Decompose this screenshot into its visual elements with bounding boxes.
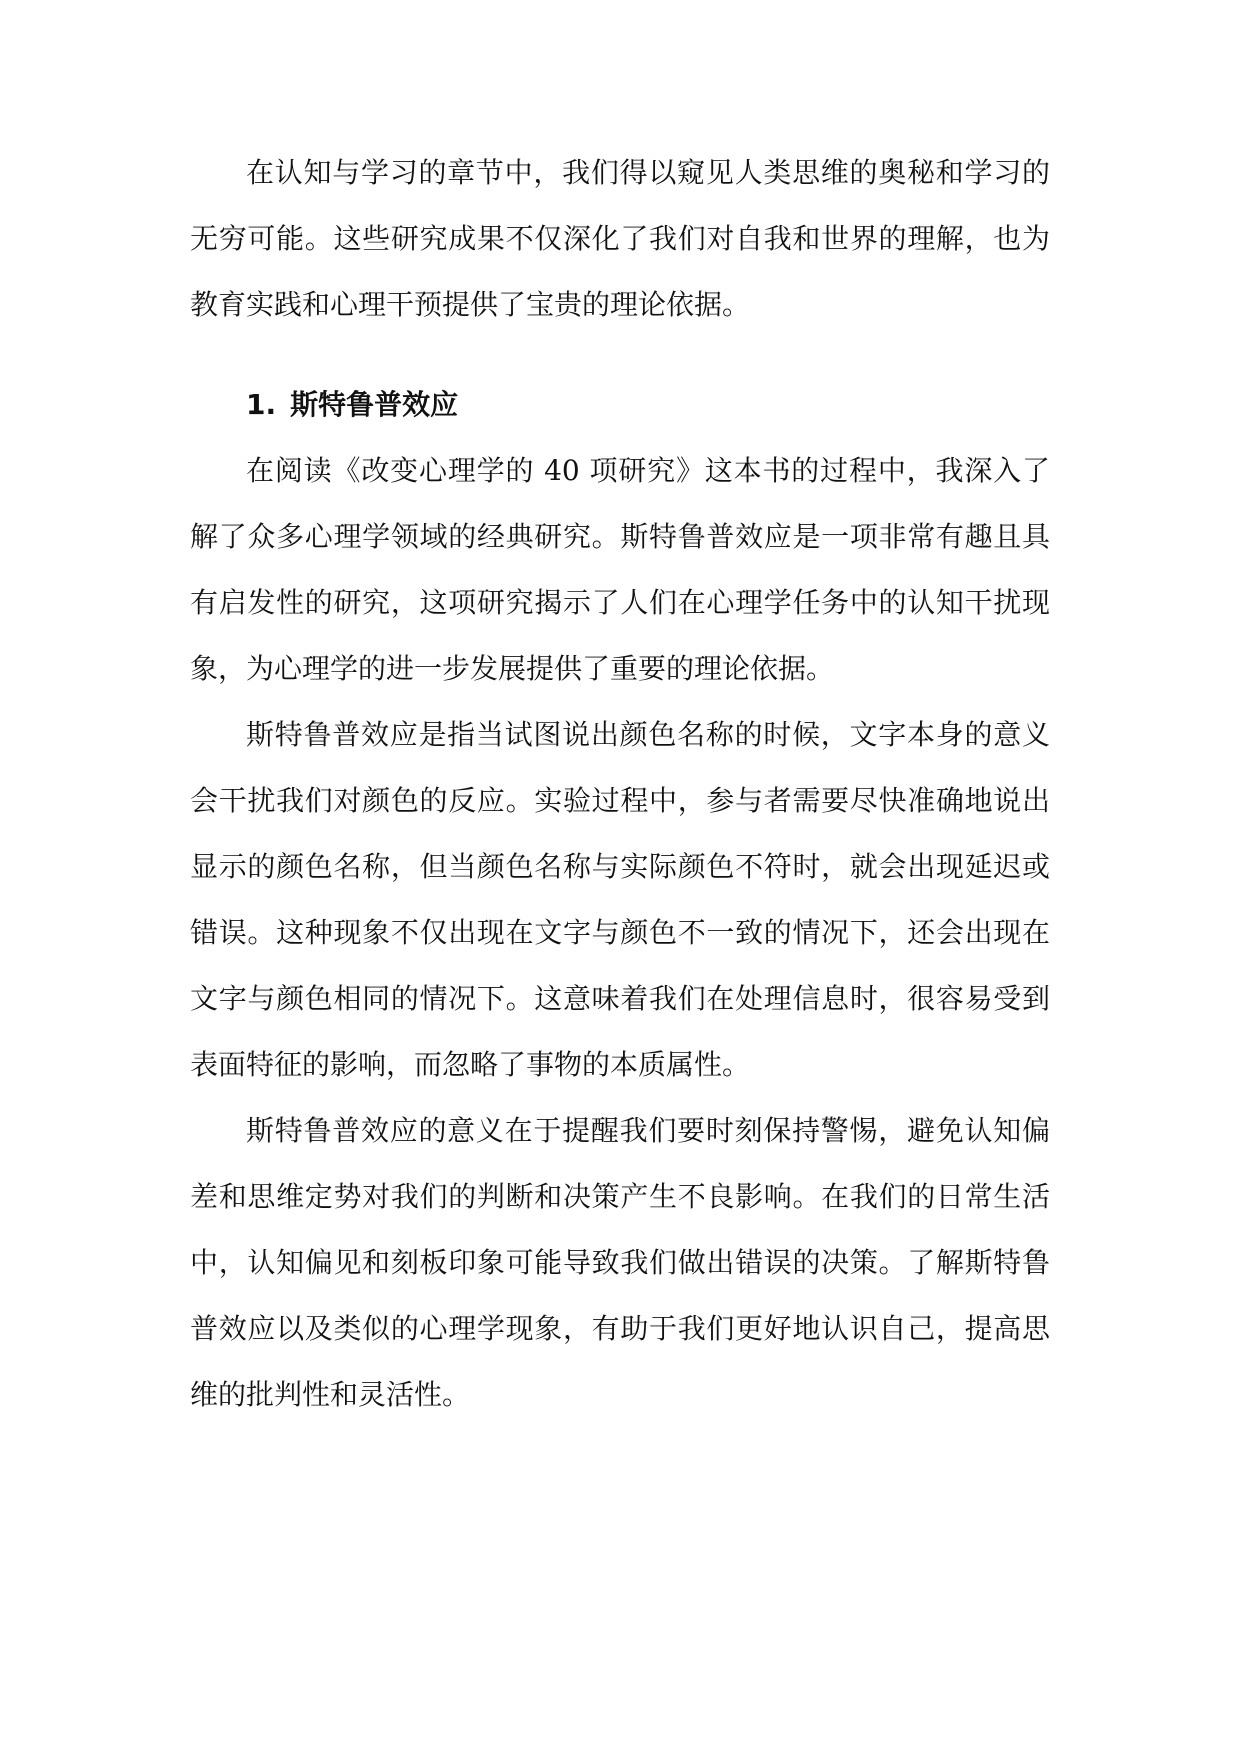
section-title: 斯特鲁普效应 — [290, 388, 459, 421]
body-paragraph-2: 斯特鲁普效应是指当试图说出颜色名称的时候，文字本身的意义会干扰我们对颜色的反应。实验过程中，参与者需要尽快准确地说出显示的颜色名称，但当颜色名称与实际颜色不符时，就会出现延迟或错误。这种现象不仅出现在文字与颜色不一致的情况下，还会出现在文字与颜色相同的情况下。这意味着我们在处理信息时，很容易受到表面特征的影响，而忽略了事物的本质属性。 — [190, 718, 1050, 1081]
section-heading — [190, 372, 1050, 438]
section-number: 1. — [246, 388, 277, 421]
document-body — [190, 140, 1050, 1428]
intro-paragraph: 在认知与学习的章节中，我们得以窥见人类思维的奥秘和学习的无穷可能。这些研究成果不仅深化了我们对自我和世界的理解，也为教育实践和心理干预提供了宝贵的理论依据。 — [190, 156, 1050, 321]
body-paragraph-3: 斯特鲁普效应的意义在于提醒我们要时刻保持警惕，避免认知偏差和思维定势对我们的判断和决策产生不良影响。在我们的日常生活中，认知偏见和刻板印象可能导致我们做出错误的决策。了解斯特鲁普效应以及类似的心理学现象，有助于我们更好地认识自己，提高思维的批判性和灵活性。 — [190, 1114, 1050, 1411]
body-paragraph-1: 在阅读《改变心理学的 40 项研究》这本书的过程中，我深入了解了众多心理学领域的经典研究。斯特鲁普效应是一项非常有趣且具有启发性的研究，这项研究揭示了人们在心理学任务中的认知干扰现象，为心理学的进一步发展提供了重要的理论依据。 — [190, 454, 1050, 685]
